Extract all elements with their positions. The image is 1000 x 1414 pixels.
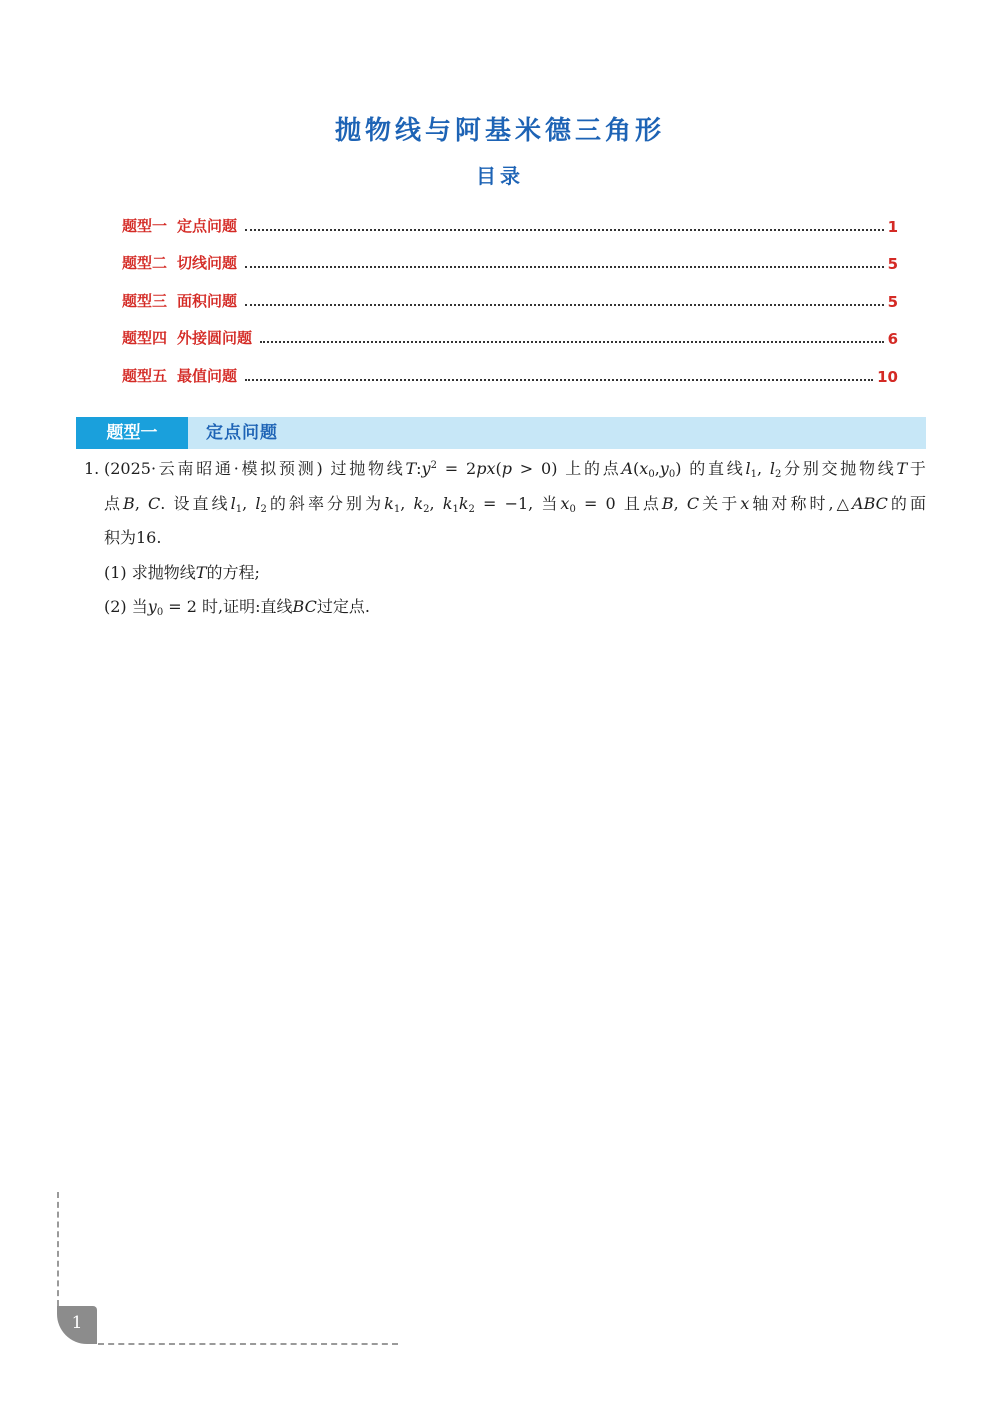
toc-dot-leader (245, 228, 884, 231)
toc-dot-leader (245, 378, 873, 381)
problem-text: 时,证明:直线 (202, 597, 293, 616)
problem-text: 的直线 (689, 459, 746, 478)
problem-part-1: (1) 求抛物线T的方程; (104, 562, 260, 582)
problem-text: 求抛物线 (131, 562, 196, 582)
problem-1 (84, 452, 926, 625)
toc-dot-leader (245, 265, 884, 268)
problem-text: 的斜率分别为 (266, 493, 385, 513)
toc-entry[interactable] (122, 348, 898, 386)
toc-entry-name: 面积问题 (177, 291, 238, 310)
toc-entry-type: 题型五 (122, 366, 168, 385)
toc-entry-type: 题型一 (122, 216, 168, 235)
problem-text: 过定点. (316, 597, 370, 616)
problem-text: 的方程; (206, 562, 260, 582)
toc-entry-name: 外接圆问题 (177, 329, 253, 347)
section-tag: 题型一 (76, 417, 188, 449)
toc-entry[interactable] (122, 273, 898, 311)
problem-text: 当 (541, 493, 561, 513)
problem-text: 关于 (699, 493, 741, 513)
problem-line-3: 积为16. (104, 528, 162, 547)
problem-number: 1. (84, 459, 100, 478)
problem-line-1: (2025·云南昭通·模拟预测) 过抛物线$T:y^2 = 2px(p > 0)$ 上的点$A(x_0,y_0)$ 的直线$l_1$, $l_2$分别交抛物线T于 (104, 459, 926, 480)
toc-entry[interactable] (122, 198, 898, 236)
problem-line-2: 点B, C. 设直线$l_1$, $l_2$的斜率分别为$k_1$, $k_2$, $k_1k_2 = -1$, 当$x_0 = 0$ 且点B, C关于x轴对称时,△ABC的面 (104, 493, 926, 515)
problem-text: 的面 (887, 493, 926, 513)
toc-entry-type: 题型二 (122, 254, 168, 272)
document-title: 抛物线与阿基米德三角形 (334, 116, 665, 146)
page-number: 1 (57, 1306, 97, 1344)
section-header (76, 417, 926, 449)
problem-text: 过抛物线 (330, 459, 406, 478)
toc-entry-page: 6 (887, 330, 898, 348)
toc-entry-page: 5 (887, 255, 898, 273)
problem-text: 轴对称时, (749, 493, 834, 513)
page-bottom-border (98, 1343, 398, 1345)
toc-entry-page: 10 (877, 367, 898, 386)
page-corner-border (57, 1192, 59, 1306)
part-label: (1) (104, 562, 127, 582)
toc-entry-type: 题型三 (122, 291, 168, 310)
toc-heading: 目录 (476, 164, 524, 188)
problem-text: . 设直线 (160, 493, 231, 513)
table-of-contents (122, 198, 898, 386)
toc-entry-page: 1 (887, 217, 898, 236)
problem-text: 且点 (623, 493, 662, 513)
toc-entry[interactable] (122, 236, 898, 274)
toc-dot-leader (245, 303, 884, 306)
toc-dot-leader (260, 340, 884, 343)
problem-text: 上的点 (565, 459, 622, 478)
toc-entry-page: 5 (887, 292, 898, 311)
toc-entry[interactable] (122, 311, 898, 349)
toc-entry-type: 题型四 (122, 329, 168, 347)
toc-entry-name: 切线问题 (177, 254, 238, 272)
toc-entry-name: 最值问题 (177, 366, 238, 385)
problem-text: 点 (104, 493, 124, 513)
problem-text: 于 (907, 459, 926, 478)
section-title: 定点问题 (206, 423, 278, 443)
toc-entry-name: 定点问题 (177, 216, 238, 235)
problem-text: 当 (131, 597, 148, 616)
problem-text: 分别交抛物线 (781, 459, 897, 478)
problem-source: (2025·云南昭通·模拟预测) (104, 459, 323, 478)
part-label: (2) (104, 597, 127, 616)
problem-part-2: (2) 当$y_0 = 2$ 时,证明:直线BC过定点. (104, 597, 370, 618)
